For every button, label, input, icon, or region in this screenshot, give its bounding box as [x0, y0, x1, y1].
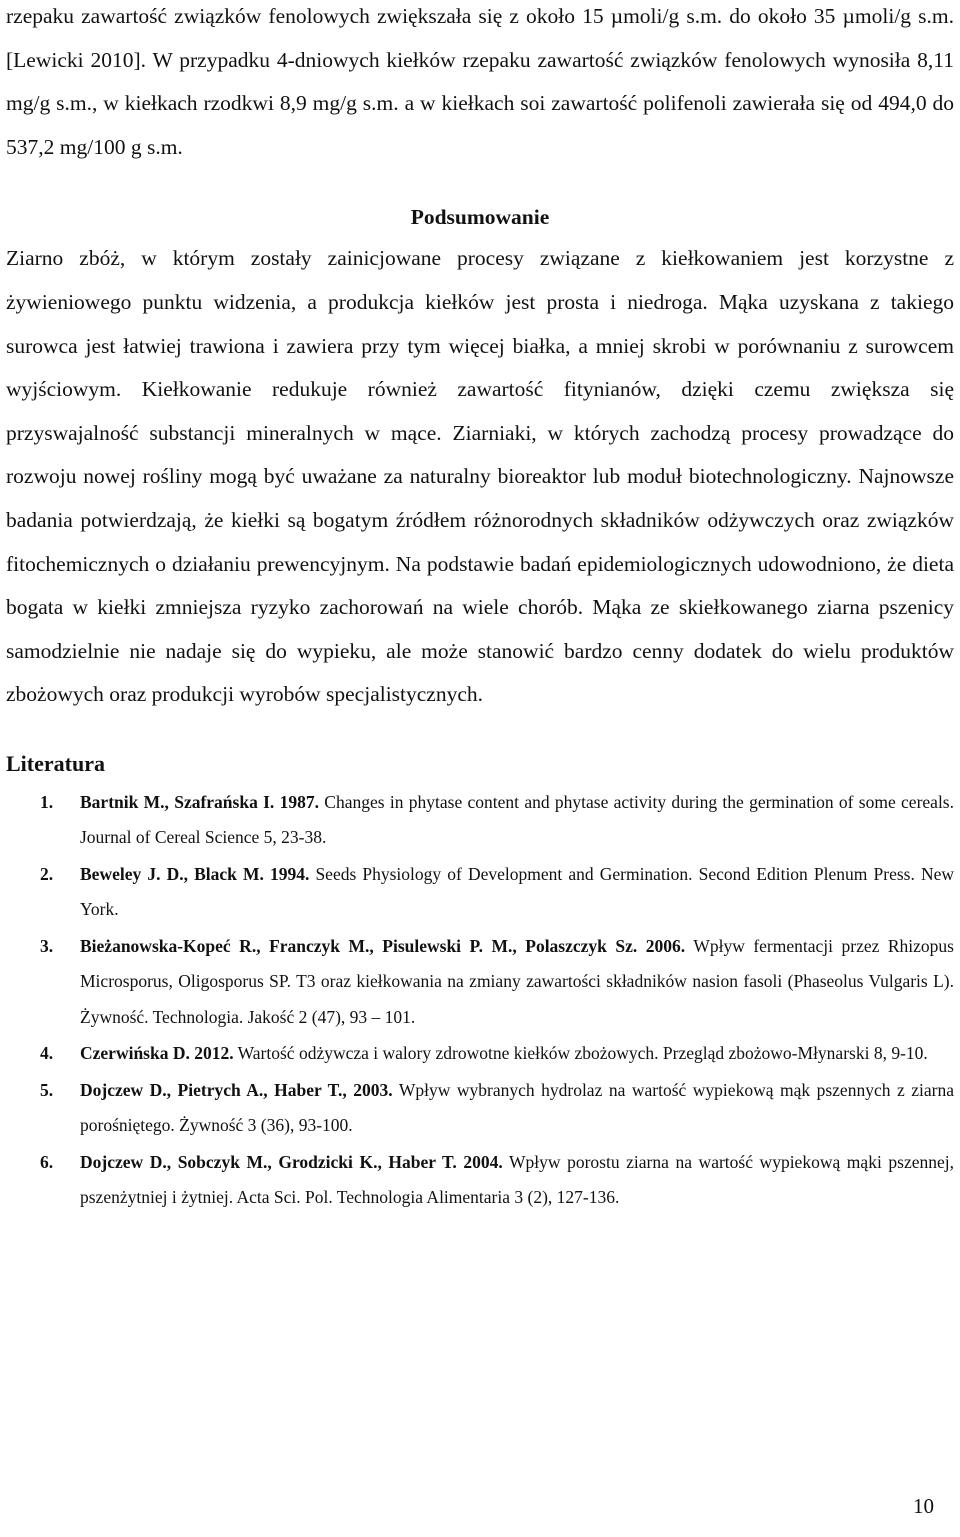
reference-text: Wpływ wybranych hydrolaz na wartość wypiekową mąk pszennych z ziarna porośniętego. Żywność 3 (36), 93-100.	[80, 1079, 954, 1136]
summary-heading: Podsumowanie	[410, 205, 550, 230]
reference-authors: Beweley J. D., Black M. 1994.	[80, 863, 310, 884]
page-number: 10	[913, 1494, 934, 1518]
references-list	[6, 785, 954, 1216]
reference-text: Wpływ fermentacji przez Rhizopus Microsporus, Oligosporus SP. T3 oraz kiełkowania na zmiany zawartości składników nasion fasoli (Phaseolus Vulgaris L). Żywność. Technologia. Jakość 2 (47), 93 – 101.	[80, 935, 954, 1027]
reference-item	[6, 1036, 954, 1072]
reference-number: 2.	[40, 863, 54, 884]
reference-item	[6, 785, 954, 856]
reference-item	[6, 929, 954, 1036]
reference-authors: Bartnik M., Szafrańska I. 1987.	[80, 791, 319, 812]
reference-item	[6, 857, 954, 928]
reference-item	[6, 1073, 954, 1144]
reference-authors: Dojczew D., Sobczyk M., Grodzicki K., Haber T. 2004.	[80, 1151, 503, 1172]
literature-heading: Literatura	[6, 750, 105, 776]
document-page	[6, 0, 954, 1217]
reference-number: 3.	[40, 935, 54, 956]
reference-authors: Dojczew D., Pietrych A., Haber T., 2003.	[80, 1079, 393, 1100]
reference-text: Seeds Physiology of Development and Germination. Second Edition Plenum Press. New York.	[80, 863, 954, 920]
reference-text: Changes in phytase content and phytase activity during the germination of some cereals. Journal of Cereal Science 5, 23-38.	[80, 791, 954, 848]
reference-number: 4.	[40, 1043, 54, 1064]
reference-item	[6, 1145, 954, 1216]
reference-text: Wpływ porostu ziarna na wartość wypiekową mąki pszennej, pszenżytniej i żytniej. Acta Sci. Pol. Technologia Alimentaria 3 (2), 127-136.	[80, 1151, 954, 1208]
reference-number: 5.	[40, 1079, 54, 1100]
reference-authors: Bieżanowska-Kopeć R., Franczyk M., Pisulewski P. M., Polaszczyk Sz. 2006.	[80, 935, 686, 956]
reference-text: Wartość odżywcza i walory zdrowotne kiełków zbożowych. Przegląd zbożowo-Młynarski 8, 9-10.	[233, 1043, 928, 1064]
reference-number: 1.	[40, 791, 54, 812]
intro-paragraph: rzepaku zawartość związków fenolowych zwiększała się z około 15 µmoli/g s.m. do około 35 µmoli/g s.m. [Lewicki 2010]. W przypadku 4-dniowych kiełków rzepaku zawartość związków fenolowych wynosiła 8,11 mg/g s.m., w kiełkach rzodkwi 8,9 mg/g s.m. a w kiełkach soi zawartość polifenoli zawierała się od 494,0 do 537,2 mg/100 g s.m.	[6, 4, 954, 159]
reference-number: 6.	[40, 1151, 54, 1172]
reference-authors: Czerwińska D. 2012.	[80, 1043, 234, 1064]
summary-paragraph: Ziarno zbóż, w którym zostały zainicjowane procesy związane z kiełkowaniem jest korzystne z żywieniowego punktu widzenia, a produkcja kiełków jest prosta i niedroga. Mąka uzyskana z takiego surowca jest łatwiej trawiona i zawiera przy tym więcej białka, a mniej skrobi w porównaniu z surowcem wyjściowym. Kiełkowanie redukuje również zawartość fitynianów, dzięki czemu zwiększa się przyswajalność substancji mineralnych w mące. Ziarniaki, w których zachodzą procesy prowadzące do rozwoju nowej rośliny mogą być uważane za naturalny bioreaktor lub moduł biotechnologiczny. Najnowsze badania potwierdzają, że kiełki są bogatym źródłem różnorodnych składników odżywczych oraz związków fitochemicznych o działaniu prewencyjnym. Na podstawie badań epidemiologicznych udowodniono, że dieta bogata w kiełki zmniejsza ryzyko zachorowań na wiele chorób. Mąka ze skiełkowanego ziarna pszenicy samodzielnie nie nadaje się do wypieku, ale może stanowić bardzo cenny dodatek do wielu produktów zbożowych oraz produkcji wyrobów specjalistycznych.	[6, 246, 954, 707]
